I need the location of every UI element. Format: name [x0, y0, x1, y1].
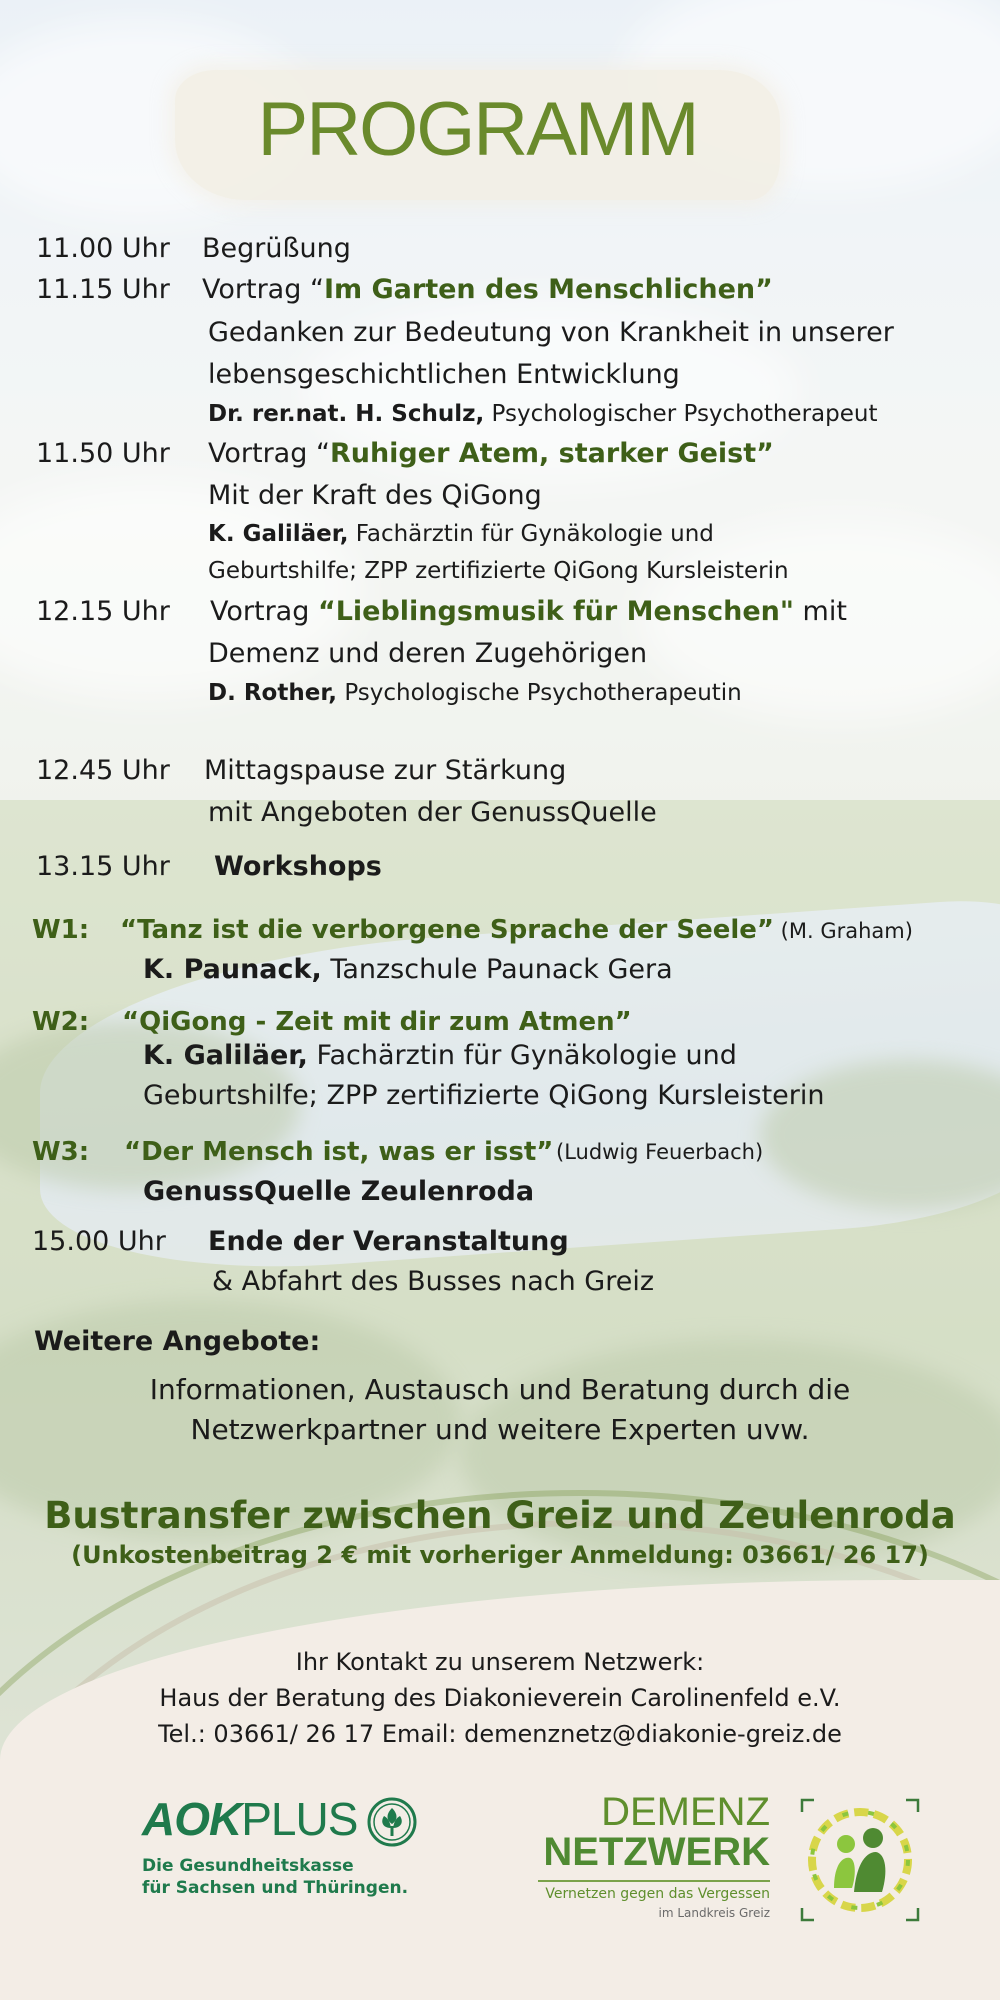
logo-word: NETZWERK: [543, 1830, 770, 1874]
speaker-role: Psychologische Psychotherapeutin: [337, 680, 742, 706]
leader-info: Fachärztin für Gynäkologie und: [307, 1040, 737, 1071]
talk-suffix: mit: [793, 596, 847, 627]
time-label: 11.15 Uhr: [36, 274, 170, 305]
agenda-talk-title: [202, 270, 773, 310]
aok-subtitle: für Sachsen und Thüringen.: [142, 1878, 409, 1898]
workshop-label: W1:: [32, 915, 90, 945]
time-label: 11.50 Uhr: [36, 438, 170, 469]
workshop-quote: “QiGong - Zeit mit dir zum Atmen”: [122, 1007, 632, 1037]
leader-info: Tanzschule Paunack Gera: [321, 954, 673, 985]
speaker: [208, 518, 714, 551]
more-text: Informationen, Austausch und Beratung durch die: [149, 1373, 851, 1406]
more-text: Netzwerkpartner und weitere Experten uvw.: [190, 1413, 810, 1446]
demenz-network-emblem-icon: [798, 1796, 922, 1924]
logo-region: im Landkreis Greiz: [658, 1906, 770, 1920]
workshop-quote: “Tanz ist die verborgene Sprache der Seele”: [120, 915, 774, 945]
workshop-attribution: (M. Graham): [774, 919, 913, 943]
speaker-role: Geburtshilfe; ZPP zertifizierte QiGong Kursleisterin: [208, 558, 789, 584]
workshop-title: [120, 910, 913, 951]
logo-word: DEMENZ: [601, 1790, 770, 1834]
contact-line: Haus der Beratung des Diakonieverein Carolinenfeld e.V.: [159, 1684, 841, 1712]
speaker-role: Psychologischer Psychotherapeut: [484, 401, 878, 427]
workshop-quote: “Der Mensch ist, was er isst”: [124, 1137, 554, 1167]
speaker-name: K. Galiläer,: [208, 521, 349, 547]
talk-description: Mit der Kraft des QiGong: [208, 480, 542, 511]
logo-divider: [538, 1880, 770, 1882]
workshops-heading: Workshops: [214, 851, 382, 882]
time-label: 11.00 Uhr: [36, 233, 170, 264]
leader-name: GenussQuelle Zeulenroda: [143, 1176, 535, 1207]
time-label: 12.15 Uhr: [36, 596, 170, 627]
agenda-talk-title: [210, 592, 847, 632]
agenda-text: Mittagspause zur Stärkung: [204, 755, 567, 786]
talk-description: lebensgeschichtlichen Entwicklung: [208, 359, 680, 390]
agenda-text: Begrüßung: [202, 233, 351, 264]
workshop-leader: [143, 950, 673, 990]
speaker-name: Dr. rer.nat. H. Schulz,: [208, 401, 485, 427]
aok-logo-text: [142, 1792, 357, 1846]
bus-subtitle: (Unkostenbeitrag 2 € mit vorheriger Anmeldung: 03661/ 26 17): [71, 1541, 929, 1569]
talk-description: Demenz und deren Zugehörigen: [208, 638, 648, 669]
speaker: [208, 398, 877, 431]
aok-tree-icon: [366, 1796, 418, 1848]
contact-line: Tel.: 03661/ 26 17 Email: demenznetz@diakonie-greiz.de: [158, 1720, 842, 1748]
workshop-title: [124, 1132, 553, 1172]
speaker-name: D. Rother,: [208, 680, 338, 706]
page-title: PROGRAMM: [257, 87, 698, 172]
logo-tagline: Vernetzen gegen das Vergessen: [545, 1886, 770, 1902]
talk-highlight: Im Garten des Menschlichen”: [323, 274, 773, 305]
workshop-leader: [143, 1036, 737, 1076]
aok-plus-text: PLUS: [241, 1793, 358, 1845]
talk-prefix: Vortrag “: [202, 274, 324, 305]
bus-title: Bustransfer zwischen Greiz und Zeulenroda: [44, 1494, 956, 1537]
talk-prefix: Vortrag “: [208, 438, 330, 469]
aok-name: AOK: [142, 1793, 242, 1845]
workshop-label: W2:: [32, 1007, 90, 1037]
workshop-attribution: (Ludwig Feuerbach): [556, 1140, 764, 1164]
agenda-text: mit Angeboten der GenussQuelle: [208, 797, 657, 828]
end-text: & Abfahrt des Busses nach Greiz: [212, 1266, 655, 1297]
talk-description: Gedanken zur Bedeutung von Krankheit in unserer: [208, 317, 894, 348]
more-heading: Weitere Angebote:: [34, 1326, 321, 1357]
workshop-label: W3:: [32, 1137, 90, 1167]
aok-subtitle: Die Gesundheitskasse: [142, 1856, 354, 1876]
time-label: 12.45 Uhr: [36, 755, 170, 786]
leader-name: K. Galiläer,: [143, 1040, 308, 1071]
time-label: 15.00 Uhr: [32, 1226, 166, 1257]
leader-name: K. Paunack,: [143, 954, 322, 985]
speaker: [208, 677, 742, 710]
contact-line: Ihr Kontakt zu unserem Netzwerk:: [295, 1648, 705, 1676]
speaker-role: Fachärztin für Gynäkologie und: [348, 521, 714, 547]
time-label: 13.15 Uhr: [36, 851, 170, 882]
talk-highlight: “Lieblingsmusik für Menschen": [317, 596, 794, 627]
leader-info: Geburtshilfe; ZPP zertifizierte QiGong Kursleisterin: [143, 1080, 825, 1111]
agenda-talk-title: [208, 434, 774, 474]
end-text: Ende der Veranstaltung: [208, 1226, 569, 1257]
talk-prefix: Vortrag: [210, 596, 318, 627]
talk-highlight: Ruhiger Atem, starker Geist”: [329, 438, 774, 469]
